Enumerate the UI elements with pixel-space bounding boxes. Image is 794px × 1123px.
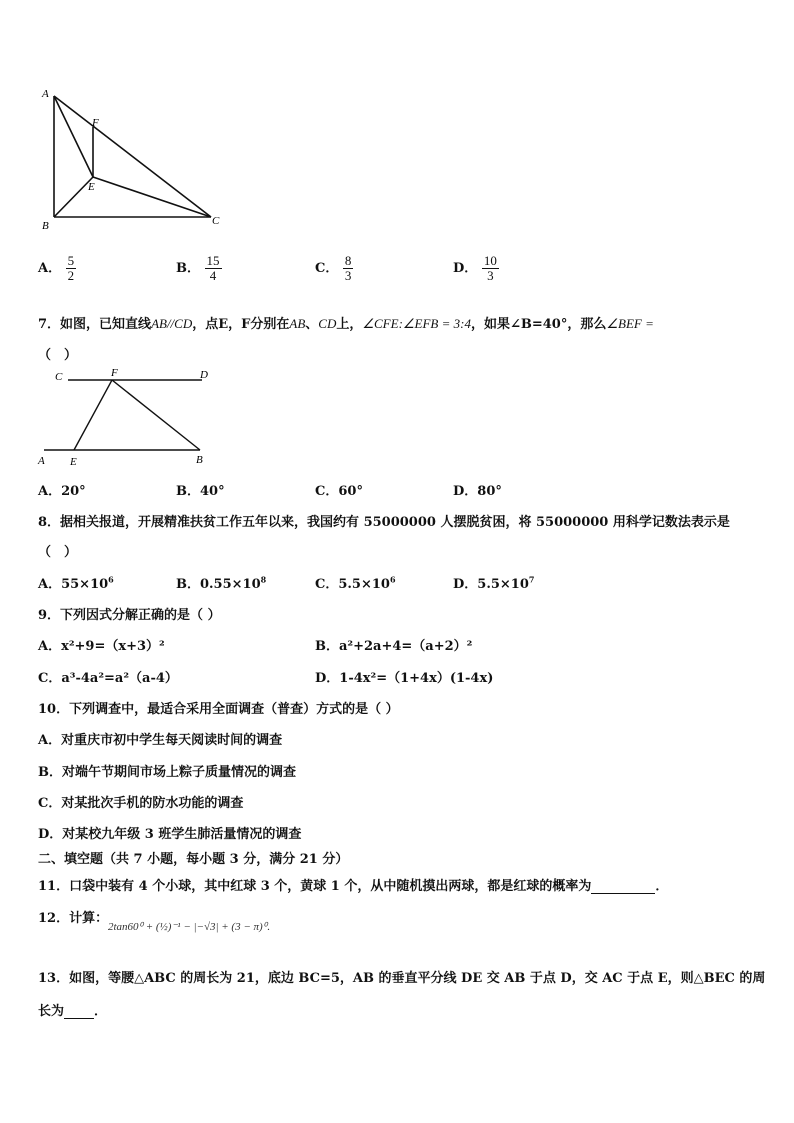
segment-fb	[112, 380, 200, 450]
option-letter: A．	[38, 261, 62, 276]
segment-ae	[54, 96, 93, 177]
q7-option-b: B．40°	[176, 484, 225, 499]
question-8-paren: （ ）	[38, 545, 78, 560]
q9-option-a: A．x²+9=（x+3）²	[38, 639, 165, 654]
label-e: E	[88, 181, 95, 193]
label-c: C	[212, 215, 220, 227]
segment-ac	[54, 96, 211, 217]
section-heading: 二、填空题（共 7 小题，每小题 3 分，满分 21 分）	[38, 852, 349, 867]
q9-option-d: D．1-4x²=（1+4x）(1-4x)	[315, 671, 494, 686]
figure-parallel-lines	[36, 364, 216, 472]
option-letter: D．	[453, 261, 478, 276]
fraction: $\frac{5}{2}$	[67, 253, 75, 283]
q7-option-c: C．60°	[315, 484, 363, 499]
answer-blank[interactable]	[64, 1003, 94, 1019]
option-letter: B．	[176, 261, 200, 276]
q9-option-b: B．a²+2a+4=（a+2）²	[315, 639, 473, 654]
question-7-paren: （ ）	[38, 348, 78, 363]
q8-option-d: D．$5.5\times 10^7$	[453, 574, 535, 592]
q7-option-a: A．20°	[38, 484, 86, 499]
label-b: B	[42, 220, 49, 232]
answer-blank[interactable]	[591, 878, 655, 894]
q10-option-c: C．对某批次手机的防水功能的调查	[38, 796, 244, 811]
q8-option-c: C．$5.5\times 10^6$	[315, 574, 396, 592]
fraction: $\frac{8}{3}$	[344, 253, 352, 283]
fraction: $\frac{10}{3}$	[483, 253, 497, 283]
label-f: F	[111, 367, 118, 379]
question-8-text: 8．据相关报道，开展精准扶贫工作五年以来，我国约有 55000000 人摆脱贫困，将 55000000 用科学记数法表示是	[38, 515, 730, 530]
q6-option-a	[38, 254, 76, 283]
q8-option-a: A．$55\times 10^6$	[38, 574, 114, 592]
label-c: C	[55, 371, 63, 383]
q10-option-a: A．对重庆市初中学生每天阅读时间的调查	[38, 733, 283, 748]
q10-option-b: B．对端午节期间市场上粽子质量情况的调查	[38, 765, 296, 780]
q6-option-d	[453, 254, 499, 283]
question-12-label: 12．计算：	[38, 911, 109, 926]
label-d: D	[200, 369, 208, 381]
question-11-text: 11．口袋中装有 4 个小球，其中红球 3 个，黄球 1 个，从中随机摸出两球，都是红球的概率为 ．	[38, 879, 669, 894]
label-f: F	[92, 117, 99, 129]
segment-fe	[74, 380, 112, 450]
q6-option-b	[176, 254, 222, 283]
label-a: A	[42, 88, 49, 100]
question-10-text: 10．下列调查中，最适合采用全面调查（普查）方式的是（ ）	[38, 702, 399, 717]
question-9-text: 9．下列因式分解正确的是（ ）	[38, 608, 221, 623]
q6-option-c	[315, 254, 353, 283]
question-12-formula: 2tan60⁰ + (½)⁻¹ − |−√3| + (3 − π)⁰.	[108, 921, 270, 933]
fraction: $\frac{15}{4}$	[206, 253, 220, 283]
question-7-text: 7．如图，已知直线AB//CD，点E，F分别在AB、CD上，∠CFE:∠EFB = 3:4，如果∠B=40°，那么∠BEF =	[38, 316, 654, 332]
option-letter: C．	[315, 261, 339, 276]
figure-triangle-abc	[38, 86, 228, 236]
question-13-line2: 长为 ．	[38, 1004, 108, 1019]
q10-option-d: D．对某校九年级 3 班学生肺活量情况的调查	[38, 827, 302, 842]
q7-option-d: D．80°	[453, 484, 502, 499]
label-b: B	[196, 454, 203, 466]
segment-ec	[93, 177, 211, 217]
label-a: A	[38, 455, 45, 467]
label-e: E	[70, 456, 77, 468]
q9-option-c: C．a³-4a²=a²（a-4）	[38, 671, 178, 686]
q8-option-b: B．$0.55\times 10^8$	[176, 574, 267, 592]
question-13-line1: 13．如图，等腰△ABC 的周长为 21，底边 BC=5，AB 的垂直平分线 DE 交 AB 于点 D，交 AC 于点 E，则△BEC 的周	[38, 971, 766, 986]
